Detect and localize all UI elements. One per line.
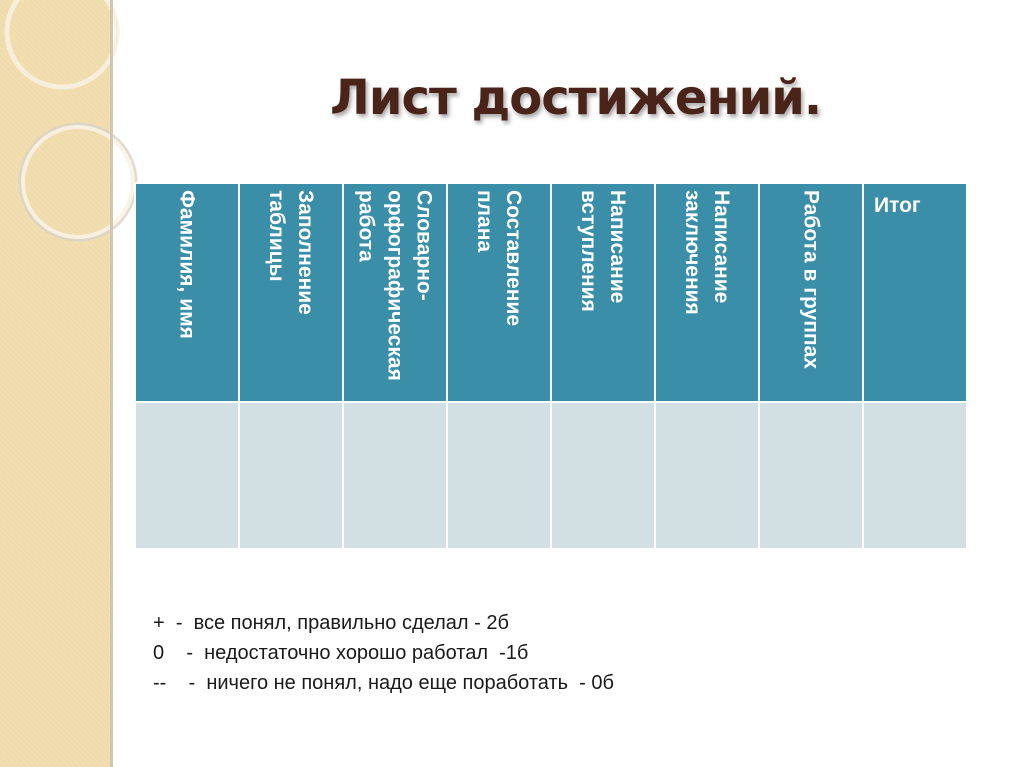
table-cell[interactable] [135,402,239,549]
header-cell-table-filling [239,183,343,402]
achievements-table [134,182,968,550]
header-cell-conclusion [655,183,759,402]
legend-item [153,638,614,668]
table-cell[interactable] [655,402,759,549]
table-cell[interactable] [447,402,551,549]
legend-spacer [165,612,176,634]
legend-spacer [166,672,188,694]
page-title: Лист достижений. [330,70,822,126]
grading-legend [153,608,614,698]
header-label: Словарно- орфографическая работа [354,190,436,381]
header-cell-spelling-work [343,183,447,402]
strip-divider [110,0,113,767]
legend-spacer [164,642,186,664]
table-cell[interactable] [863,402,967,549]
table-cell[interactable] [343,402,447,549]
header-label: Заполнение таблицы [265,190,317,315]
table-header-row [135,183,967,402]
header-label: Фамилия, имя [175,190,199,339]
header-label: Составление плана [473,190,525,327]
header-cell-surname [135,183,239,402]
legend-text: - ничего не понял, надо еще поработать - 0б [188,672,614,694]
legend-text: - недостаточно хорошо работал -1б [186,642,529,664]
header-cell-plan [447,183,551,402]
legend-symbol: 0 [153,642,165,664]
legend-symbol: + [153,612,165,634]
table-row [135,402,967,549]
header-cell-total [863,183,967,402]
header-cell-group-work [759,183,863,402]
header-label: Итог [874,194,921,217]
legend-text: - все понял, правильно сделал - 2б [175,612,509,634]
header-label: Написание заключения [681,190,733,315]
legend-item [153,608,614,638]
legend-item [153,668,614,698]
table-cell[interactable] [239,402,343,549]
header-label: Написание вступления [577,190,629,312]
legend-symbol: -- [153,672,167,694]
table-cell[interactable] [551,402,655,549]
header-cell-introduction [551,183,655,402]
decorative-left-strip [0,0,112,767]
table-cell[interactable] [759,402,863,549]
header-label: Работа в группах [799,190,823,369]
